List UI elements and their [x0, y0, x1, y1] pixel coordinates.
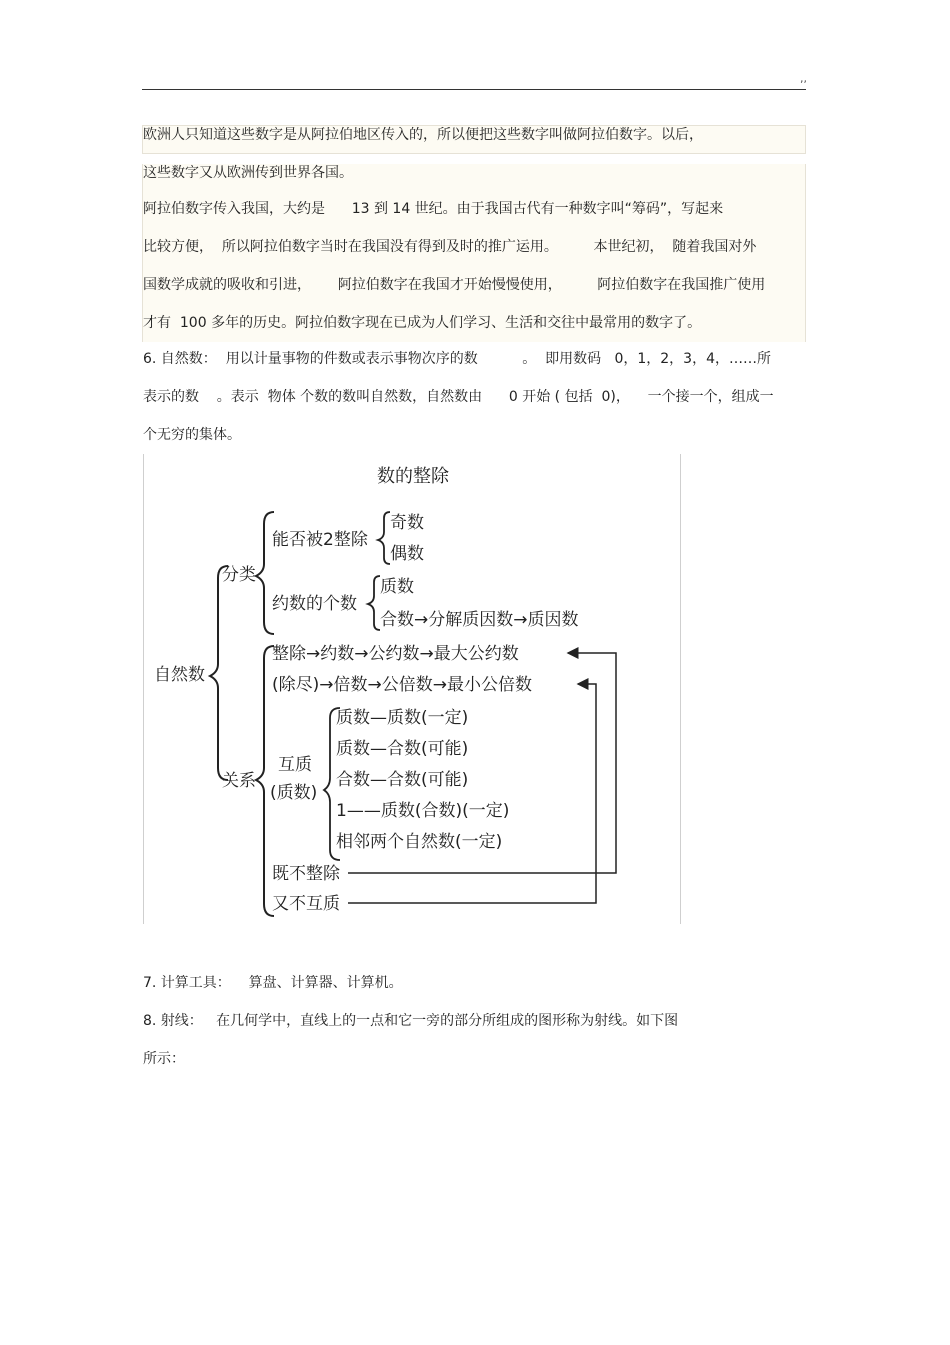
- node-lcm-chain: (除尽)→倍数→公倍数→最小公倍数: [272, 675, 532, 695]
- node-not-divisible: 既不整除: [272, 864, 340, 884]
- brace-divisors: [368, 576, 380, 630]
- node-fenlei: 分类: [222, 565, 256, 585]
- header-rule: [142, 89, 806, 90]
- tail-line-2: 8. 射线： 在几何学中，直线上的一点和它一旁的部分所组成的图形称为射线。如下图: [143, 1013, 679, 1029]
- coprime-item-5: 相邻两个自然数(一定): [336, 832, 503, 852]
- node-root: 自然数: [154, 665, 205, 685]
- coprime-item-4: 1——质数(合数)(一定): [336, 801, 510, 821]
- divisibility-diagram: [143, 454, 681, 924]
- diagram-title: 数的整除: [377, 466, 449, 487]
- body-line-6: 才有 100 多年的历史。阿拉伯数字现在已成为人们学习、生活和交往中最常用的数字了。: [143, 315, 702, 331]
- tail-line-1: 7. 计算工具： 算盘、计算器、计算机。: [143, 975, 403, 991]
- node-divisor-count: 约数的个数: [272, 594, 357, 614]
- node-composite-chain: 合数→分解质因数→质因数: [380, 610, 579, 630]
- node-odd: 奇数: [390, 513, 424, 533]
- header-mark: ,,: [800, 72, 807, 85]
- node-coprime: 互质: [278, 755, 312, 775]
- node-parity-question: 能否被2整除: [272, 530, 368, 550]
- brace-parity: [378, 512, 390, 564]
- diagram-svg: [144, 454, 682, 924]
- brace-root: [210, 566, 228, 780]
- node-not-coprime: 又不互质: [272, 894, 340, 914]
- body-line-3: 阿拉伯数字传入我国，大约是 13 到 14 世纪。由于我国古代有一种数字叫“筹码”，写起来: [143, 201, 724, 217]
- body-line-2: 这些数字又从欧洲传到世界各国。: [143, 165, 353, 181]
- coprime-item-1: 质数—质数(一定): [336, 708, 469, 728]
- body-line-7: 6. 自然数： 用以计量事物的件数或表示事物次序的数 。 即用数码 0，1，2，3，4，……所: [143, 351, 771, 367]
- body-line-5: 国数学成就的吸收和引进， 阿拉伯数字在我国才开始慢慢使用， 阿拉伯数字在我国推广使用: [143, 277, 766, 293]
- node-guanxi: 关系: [222, 771, 256, 791]
- body-line-4: 比较方便， 所以阿拉伯数字当时在我国没有得到及时的推广运用。 本世纪初， 随着我国对外: [143, 239, 757, 255]
- body-line-1: 欧洲人只知道这些数字是从阿拉伯地区传入的，所以便把这些数字叫做阿拉伯数字。以后，: [143, 127, 703, 143]
- coprime-item-3: 合数—合数(可能): [336, 770, 469, 790]
- node-even: 偶数: [390, 544, 424, 564]
- coprime-item-2: 质数—合数(可能): [336, 739, 469, 759]
- node-gcd-chain: 整除→约数→公约数→最大公约数: [272, 644, 519, 664]
- body-line-9: 个无穷的集体。: [143, 427, 241, 443]
- body-line-8: 表示的数 。表示 物体 个数的数叫自然数，自然数由 0 开始 ( 包括 0)， 一个接一个，组成一: [143, 389, 774, 405]
- node-coprime-sub: (质数): [270, 783, 318, 803]
- node-prime: 质数: [380, 577, 414, 597]
- tail-line-3: 所示：: [143, 1051, 185, 1067]
